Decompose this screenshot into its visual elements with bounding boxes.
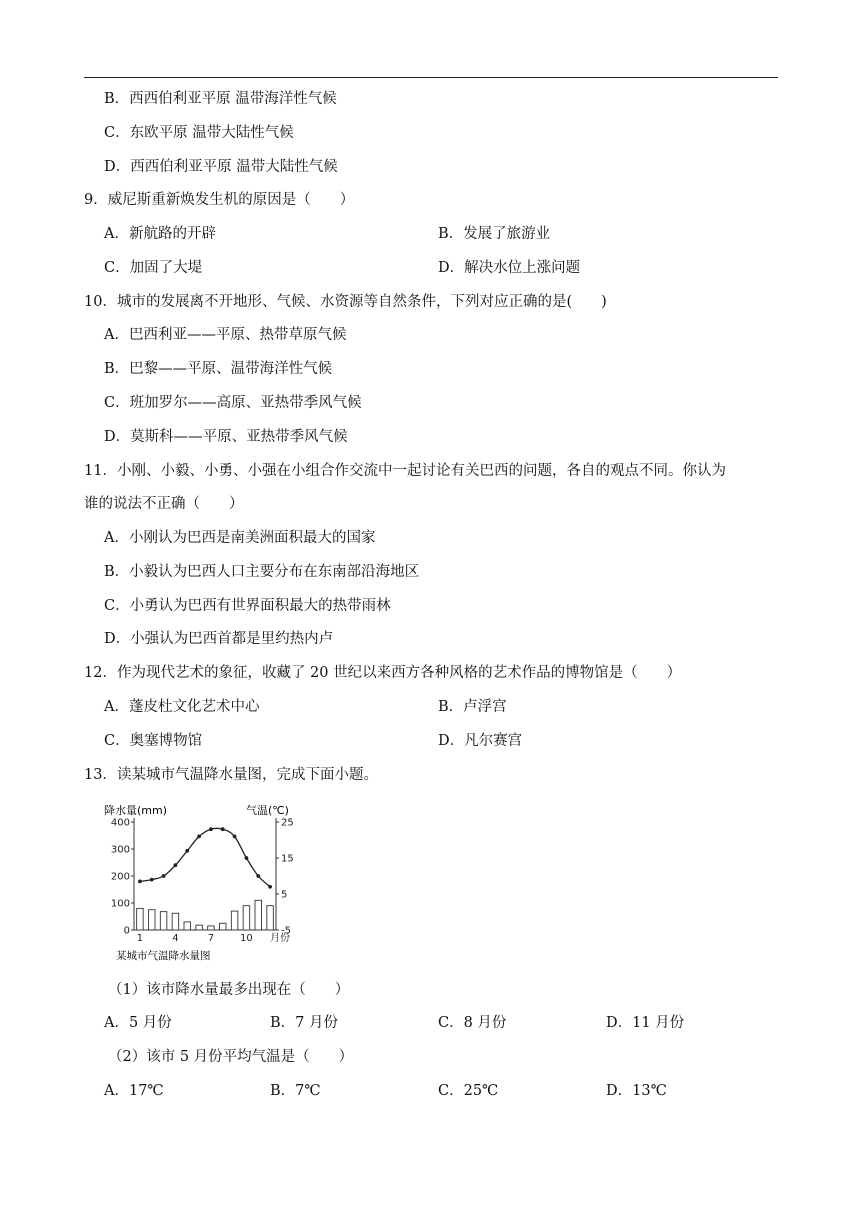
q13-sub1-option-b[interactable]: B．7 月份: [270, 1015, 338, 1031]
temperature-point: [245, 856, 249, 860]
temperature-point: [185, 849, 189, 853]
precipitation-bar: [148, 910, 155, 930]
q11-stem-line2: 谁的说法不正确（ ）: [84, 496, 244, 512]
q12-stem: 12．作为现代艺术的象征，收藏了 20 世纪以来西方各种风格的艺术作品的博物馆是（ ）: [84, 665, 682, 681]
q13-sub2-stem: （2）该市 5 月份平均气温是（ ）: [108, 1049, 354, 1065]
chart-title: 某城市气温降水量图: [116, 950, 211, 962]
q8-option-d[interactable]: D．西西伯利亚平原 温带大陆性气候: [104, 159, 338, 175]
q12-option-b[interactable]: B．卢浮宫: [438, 699, 507, 715]
q11-stem-line1: 11．小刚、小毅、小勇、小强在小组合作交流中一起讨论有关巴西的问题，各自的观点不同。你认为: [84, 463, 726, 479]
temperature-point: [197, 835, 201, 839]
x-tick-label: 7: [207, 933, 215, 944]
q9-option-b[interactable]: B．发展了旅游业: [438, 226, 551, 242]
temperature-point: [221, 827, 225, 831]
precipitation-bar: [172, 913, 179, 930]
q10-option-c[interactable]: C．班加罗尔——高原、亚热带季风气候: [104, 395, 362, 411]
temperature-point: [268, 885, 272, 889]
q8-option-b[interactable]: B．西西伯利亚平原 温带海洋性气候: [104, 91, 337, 107]
precipitation-bar: [160, 912, 167, 930]
q13-sub1-option-d[interactable]: D．11 月份: [606, 1015, 685, 1031]
q9-option-c[interactable]: C．加固了大堤: [104, 260, 203, 276]
q9-option-d[interactable]: D．解决水位上涨问题: [438, 260, 581, 276]
q13-sub1-option-a[interactable]: A．5 月份: [104, 1015, 172, 1031]
q10-option-d[interactable]: D．莫斯科——平原、亚热带季风气候: [104, 429, 348, 445]
precipitation-bar: [184, 922, 191, 930]
precipitation-bar: [208, 926, 215, 930]
precipitation-bar: [255, 900, 262, 930]
right-tick-label: 5: [281, 889, 288, 901]
precipitation-bar: [137, 908, 144, 930]
q11-option-b[interactable]: B．小毅认为巴西人口主要分布在东南部沿海地区: [104, 564, 420, 580]
temperature-point: [256, 874, 260, 878]
q9-stem: 9．威尼斯重新焕发生机的原因是（ ）: [84, 192, 355, 208]
q12-option-c[interactable]: C．奥塞博物馆: [104, 733, 203, 749]
temperature-point: [162, 874, 166, 878]
q13-sub2-option-a[interactable]: A．17℃: [104, 1083, 164, 1099]
temperature-point: [174, 863, 178, 867]
precipitation-bar: [267, 906, 274, 930]
q13-sub2-option-c[interactable]: C．25℃: [438, 1083, 499, 1099]
right-tick-label: 15: [281, 853, 294, 865]
temperature-point: [233, 835, 237, 839]
precipitation-bar: [219, 923, 226, 930]
temperature-point: [138, 880, 142, 884]
right-axis-label: 气温(℃): [246, 804, 289, 817]
left-tick-label: 100: [110, 898, 130, 910]
q12-option-d[interactable]: D．凡尔赛宫: [438, 733, 523, 749]
q13-stem: 13．读某城市气温降水量图，完成下面小题。: [84, 767, 378, 783]
left-tick-label: 200: [110, 871, 130, 883]
left-tick-label: 300: [110, 844, 130, 856]
q10-option-a[interactable]: A．巴西利亚——平原、热带草原气候: [104, 327, 347, 343]
q11-option-c[interactable]: C．小勇认为巴西有世界面积最大的热带雨林: [104, 598, 391, 614]
x-tick-label: 10: [240, 933, 253, 944]
x-tick-label: 1: [136, 933, 144, 944]
left-tick-label: 400: [110, 817, 130, 829]
temperature-point: [209, 827, 213, 831]
x-axis-unit: 月份: [270, 933, 290, 944]
q13-sub1-stem: （1）该市降水量最多出现在（ ）: [108, 982, 350, 998]
header-rule: [84, 77, 778, 78]
q10-stem: 10．城市的发展离不开地形、气候、水资源等自然条件，下列对应正确的是( ): [84, 294, 607, 310]
x-tick-label: 4: [172, 933, 179, 944]
q13-sub2-option-d[interactable]: D．13℃: [606, 1083, 667, 1099]
precipitation-bar: [196, 925, 203, 930]
temperature-line: [140, 828, 270, 887]
left-tick-label: 0: [123, 925, 130, 937]
q11-option-a[interactable]: A．小刚认为巴西是南美洲面积最大的国家: [104, 530, 376, 546]
right-tick-label: -5: [281, 925, 291, 937]
q13-sub2-option-b[interactable]: B．7℃: [270, 1083, 321, 1099]
climate-chart: [104, 800, 306, 962]
right-tick-label: 25: [281, 817, 294, 829]
q10-option-b[interactable]: B．巴黎——平原、温带海洋性气候: [104, 361, 333, 377]
q11-option-d[interactable]: D．小强认为巴西首都是里约热内卢: [104, 631, 334, 647]
q12-option-a[interactable]: A．蓬皮杜文化艺术中心: [104, 699, 260, 715]
precipitation-bar: [231, 911, 238, 930]
q13-sub1-option-c[interactable]: C．8 月份: [438, 1015, 507, 1031]
q8-option-c[interactable]: C．东欧平原 温带大陆性气候: [104, 125, 294, 141]
precipitation-bar: [243, 906, 250, 930]
temperature-point: [150, 878, 154, 882]
left-axis-label: 降水量(mm): [104, 804, 168, 817]
q9-option-a[interactable]: A．新航路的开辟: [104, 226, 216, 242]
